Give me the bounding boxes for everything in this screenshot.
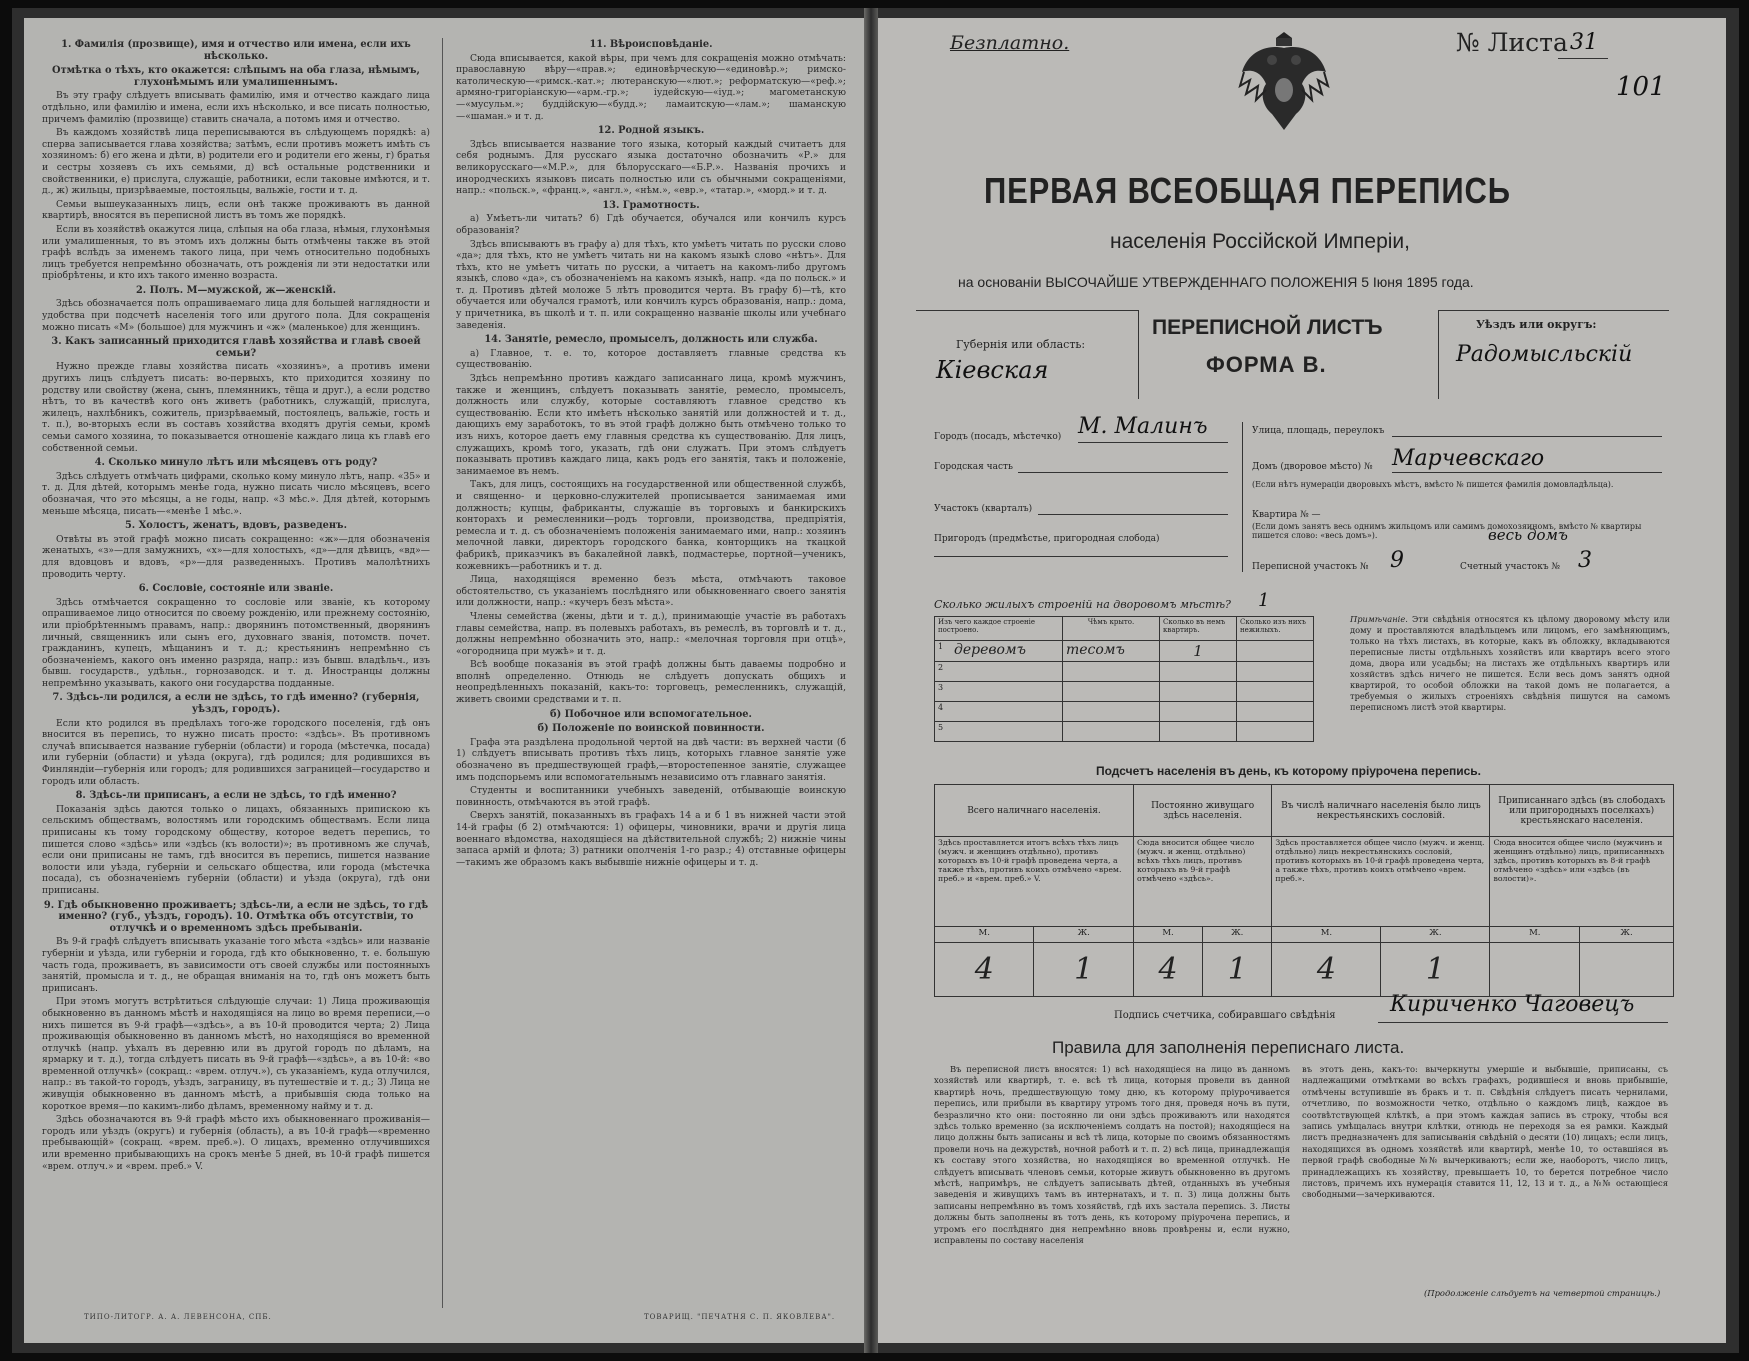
section-heading: 11. Вѣроисповѣданіе. xyxy=(589,39,713,50)
buildings-row xyxy=(935,702,1314,722)
count-description: Сюда вносится общее число (мужчинъ и женщинъ отдѣльно) лицъ, приписанныхъ здѣсь, противъ которыхъ въ 8-й графѣ отмѣчено «здѣсь» или «здѣсь (въ волости)». xyxy=(1490,837,1674,927)
instruction-paragraph: Здѣсь вписывается название того языка, который каждый считаетъ для себя роднымъ. Для русскаго языка достаточно обозначить «Р.» для великорусскаго—«М.Р.», для бѣлорусскаго—«Б.Р.». Названія прочихъ и инородческихъ языковъ писать полностью или съ обычными сокращеніями, напр.: «польск.», «франц.», «англ.», «нѣм.», «евр.», «татар.», «морд.» и т. д. xyxy=(456,138,846,197)
instruction-paragraph: Въ 9-й графѣ слѣдуетъ вписывать указаніе того мѣста «здѣсь» или названіе губерніи и уѣзда, или губерніи и города, гдѣ кто обыкновенно, т. е. большую часть года, проживаетъ, въ зависимости отъ своей службы или постоянныхъ занятій, промысла и т. д., не обращая вниманія на то, гдѣ онъ можетъ быть приписанъ. xyxy=(42,936,430,994)
male-count-value: 4 xyxy=(935,943,1034,997)
buildings-cell-apts xyxy=(1160,722,1237,742)
section-heading: 2. Полъ. М—мужской, ж—женскій. xyxy=(135,284,337,296)
buildings-header-material: Изъ чего каждое строеніе построено. xyxy=(935,617,1063,641)
buildings-question: Сколько жилыхъ строеній на дворовомъ мѣстѣ? xyxy=(934,598,1231,611)
instruction-paragraph: Здѣсь слѣдуетъ отмѣчать цифрами, сколько кому минуло лѣтъ, напр. «35» и т. д. Для дѣтей, которымъ менѣе года, нужно писать число мѣсяцевъ, всего обозначая, что это мѣсяцы, а не годы, напр. «3 мѣс.». Для дѣтей, которымъ меньше мѣсяца, писать—«менѣе 1 мѣс.». xyxy=(42,470,430,517)
apartment-label: Квартира № — xyxy=(1252,510,1321,520)
free-label: Безплатно. xyxy=(950,32,1070,54)
sheet-number-value: 31 xyxy=(1570,30,1598,55)
male-column-label: М. xyxy=(1490,927,1580,943)
instruction-paragraph: Здѣсь отмѣчается сокращенно то сословіе или званіе, къ которому опрашиваемое лицо относится по своему рожденію, или прежнему состоянію, или пріобрѣтеннымъ правамъ, напр.: дворянинъ потомственный, дворянинъ личный, священникъ или сынъ его, духовнаго званія, потомств. почет. гражданинъ, купецъ, мѣщанинъ и т. д.; крестьянинъ непремѣнно съ обозначеніемъ, какого онъ именно разряда, напр.: изъ бывш. владѣльч., изъ бывш. государств., удѣльн., горнозаводск. и т. д. Иностранцы должны непремѣнно указывать, какого они государства подданные. xyxy=(42,596,430,689)
section-heading: 4. Сколько минуло лѣтъ или мѣсяцевъ отъ роду? xyxy=(94,457,378,469)
instructions-column-2 xyxy=(456,36,846,1306)
instruction-paragraph: Здѣсь вписываютъ въ графу а) для тѣхъ, кто умѣетъ читать по русски слово «да»; для тѣхъ, кто не умѣетъ читать ни на какомъ языкѣ слово «нѣтъ». Для тѣхъ, кто не умѣетъ читать по русски, а читаетъ на какомъ-либо другомъ языкѣ, слово «да», съ обозначеніемъ на какомъ языкѣ, напр. «да по польск.» и т. д. Противъ дѣтей моложе 5 лѣтъ проводится черта. Въ графу б)—тѣ, кто обучается или обучался грамотѣ, или кончилъ курсъ образованія, напр.: дома, у причетника, въ школѣ и т. п. или сокращенно названіе школы или учебнаго заведенія. xyxy=(456,238,846,331)
house-label: Домъ (дворовое мѣсто) № xyxy=(1252,462,1373,472)
buildings-table xyxy=(934,616,1314,742)
rules-title: Правила для заполненія переписнаго листа. xyxy=(1052,1038,1405,1057)
buildings-cell-apts xyxy=(1160,702,1237,722)
printer-imprint-right: ТОВАРИЩ. "ПЕЧАТНЯ С. П. ЯКОВЛЕВА". xyxy=(644,1313,836,1321)
city-part-label: Городская часть xyxy=(934,462,1013,472)
section-heading: 14. Занятіе, ремесло, промыселъ, должность или служба. xyxy=(484,334,818,346)
buildings-value: 1 xyxy=(1258,590,1270,611)
section-heading: 7. Здѣсь-ли родился, а если не здѣсь, то гдѣ именно? (губернія, уѣздъ, городъ). xyxy=(52,692,420,716)
sheet-number-label: № Листа xyxy=(1456,28,1568,57)
buildings-row xyxy=(935,682,1314,702)
count-description: Сюда вносится общее число (мужч. и женщ. отдѣльно) всѣхъ тѣхъ лицъ, противъ которыхъ въ 9-й графѣ отмѣчено «здѣсь». xyxy=(1133,837,1271,927)
count-title: Подсчетъ населенія въ день, къ которому пріурочена перепись. xyxy=(1096,764,1481,778)
section-heading: 9. Гдѣ обыкновенно проживаетъ; здѣсь-ли, а если не здѣсь, то гдѣ именно? (губ., уѣздъ, городъ). 10. Отмѣтка объ отсутствіи, то отлучкѣ и о временномъ здѣсь пребываніи. xyxy=(43,899,429,934)
section-heading: 12. Родной языкъ. xyxy=(597,125,705,137)
buildings-cell-n: 5 xyxy=(935,722,952,742)
street-label: Улица, площадь, переулокъ xyxy=(1252,426,1385,436)
buildings-cell-roof xyxy=(1063,722,1160,742)
apartment-note: (Если домъ занятъ весь однимъ жильцомъ или самимъ домохозяиномъ, вмѣсто № квартиры пишется слово: «весь домъ»). xyxy=(1252,522,1642,540)
instruction-paragraph: Студенты и воспитанники учебныхъ заведеній, отбывающіе воинскую повинность, отмѣчаются въ этой графѣ. xyxy=(456,785,846,808)
province-label: Губернія или область: xyxy=(956,338,1086,351)
rules-column-1: Въ переписной листъ вносятся: 1) всѣ находящіеся на лицо въ данномъ хозяйствѣ или квартирѣ, т. е. всѣ тѣ лица, которыя провели въ данной квартирѣ ночь, предшествующую тому дню, къ которому пріурочивается перепись, или прибыли въ квартиру утромъ того дня, проведя ночь въ пути, безразлично кто они: постоянно ли они здѣсь проживаютъ или находятся здѣсь только временно (за исключеніемъ солдатъ на постой); находящіеся на лицо должны быть записаны и всѣ тѣ лица, которые по своимъ обязанностямъ провели ночь на дежурствѣ, ночной работѣ и т. п. 2) всѣ лица, принадлежащія къ составу этого хозяйства, но находящіяся во временной отлучкѣ. Не слѣдуетъ вписывать членовъ семьи, которые живутъ обыкновенно въ другомъ мѣстѣ, напримѣръ, не слѣдуетъ записывать дѣтей, отданныхъ въ учебныя заведенія и живущихъ тамъ въ интернатахъ, и т. п. 3) лица должны быть записаны непремѣнно въ томъ хозяйствѣ, гдѣ ихъ застала перепись. 3. Листы должны быть заполнены въ тотъ день, къ которому пріурочена перепись, и утромъ его послѣдняго дня непремѣнно вновь провѣрены и, если нужно, исправлены по составу населенія xyxy=(934,1064,1290,1246)
male-count-value xyxy=(1490,943,1580,997)
male-column-label: М. xyxy=(1272,927,1381,943)
document-subtitle: населенія Россійской Имперіи, xyxy=(1110,230,1410,253)
buildings-cell-material xyxy=(951,722,1063,742)
female-column-label: Ж. xyxy=(1580,927,1674,943)
census-area-label: Переписной участокъ № xyxy=(1252,562,1369,572)
population-count-table xyxy=(934,784,1674,997)
instruction-paragraph: Всѣ вообще показанія въ этой графѣ должны быть даваемы подробно и вполнѣ определенно. Отнюдь не слѣдуетъ допускать общихъ и неопредѣленныхъ показаній, какъ-то: торговецъ, ремесленникъ, служащій, живетъ своими средствами и т. п. xyxy=(456,659,846,706)
buildings-cell-n: 4 xyxy=(935,702,952,722)
buildings-row xyxy=(935,641,1314,662)
column-divider xyxy=(442,38,443,1308)
form-title: ФОРМА В. xyxy=(1206,352,1327,377)
buildings-cell-roof xyxy=(1063,662,1160,682)
buildings-cell-apts: 1 xyxy=(1160,641,1237,662)
section-heading: 13. Грамотность. xyxy=(602,199,700,211)
instruction-paragraph: Отвѣты въ этой графѣ можно писать сокращенно: «ж»—для обозначенія женатыхъ, «з»—для замужнихъ, «х»—для холостыхъ, «д»—для дѣвицъ, «вд»—для вдовцовъ и вдовъ, «р»—для разведенныхъ. Противъ малолѣтнихъ проводить черту. xyxy=(42,533,430,580)
instruction-paragraph: Сверхъ занятій, показанныхъ въ графахъ 14 а и б 1 въ нижней части этой 14-й графы (б 2) отмѣчаются: 1) офицеры, чиновники, врачи и другія лица военнаго вѣдомства, находящіеся на дѣйствительной службѣ; 2) нижніе чины запаса армій и флота; 3) ратники ополченія 1-го разр.; 4) отставные офицеры—такимъ же образомъ какъ выбывшіе нижніе офицеры и т. д. xyxy=(456,810,846,868)
suburb-label: Пригородъ (предмѣстье, пригородная слобода) xyxy=(934,534,1160,544)
buildings-cell-material xyxy=(951,682,1063,702)
printer-imprint-left: ТИПО-ЛИТОГР. А. А. ЛЕВЕНСОНА, СПБ. xyxy=(84,1313,272,1321)
instruction-paragraph: Если въ хозяйствѣ окажутся лица, слѣпыя на оба глаза, нѣмыя, глухонѣмыя или умалишенныя, то въ этомъ ихъ должны быть отмѣчены также въ этой графѣ вслѣдъ за именемъ такого лица, при чемъ относительно подобныхъ лицъ требуется непремѣнно обозначать, отъ рожденія ли эти недостатки или пріобрѣтены, и кто ихъ такого именно возраста. xyxy=(42,223,430,282)
instruction-paragraph: а) Умѣетъ-ли читать? б) Гдѣ обучается, обучался или кончилъ курсъ образованія? xyxy=(456,213,846,236)
instruction-paragraph: Здѣсь обозначаются въ 9-й графѣ мѣсто ихъ обыкновеннаго проживанія—городъ или уѣздъ (округъ) и губернія (область), а въ 10-й графѣ—«временно пребывающій» (сокращ. «врем. преб.»). О лицахъ, временно отлучившихся или временно прибывающихъ на срокъ менѣе 5 дней, въ 10-й графѣ пишется «врем. отлуч.» и «врем. преб.» V. xyxy=(42,1114,430,1172)
note-label: Примѣчаніе. xyxy=(1350,614,1408,624)
male-column-label: М. xyxy=(935,927,1034,943)
buildings-cell-material: деревомъ xyxy=(951,641,1063,662)
book-spread xyxy=(12,8,1739,1353)
section-heading: 8. Здѣсь-ли приписанъ, а если не здѣсь, то гдѣ именно? xyxy=(75,790,397,802)
instruction-paragraph: Въ каждомъ хозяйствѣ лица переписываются въ слѣдующемъ порядкѣ: а) сперва записывается глава хозяйства; затѣмъ, если противъ можетъ имѣть съ хозяиномъ: б) его жена и дѣти, в) родители его и родители его жены, г) братья и сестры хозяевъ съ ихъ семьями, д) всѣ остальные родственники и свойственники, е) прислуга, служащіе, работники, если таковые имѣются, и т. д., ж) жильцы, призрѣваемые, постояльцы, вальжіе, гости и т. д. xyxy=(42,127,430,197)
count-header: Постоянно живущаго здѣсь населенія. xyxy=(1133,785,1271,837)
section-heading: 5. Холостъ, женатъ, вдовъ, разведенъ. xyxy=(124,520,347,532)
instruction-paragraph: Нужно прежде главы хозяйства писать «хозяинъ», а противъ имени другихъ лицъ слѣдуетъ писать: во-первыхъ, кто приходится хозяину по родству или свойству (жена, сынъ, племянникъ, тёща и друг.), а если родство нѣтъ, то въ качествѣ кого онъ живетъ (работникъ, служащій, прислуга, жилецъ, нахлѣбникъ, сожитель, призрѣваемый, постоялецъ, вальжіе, гость и т. п.), во-вторыхъ если въ составъ хозяйства входятъ другія семьи, кромѣ семьи самого хозяина, то показывается отношеніе каждаго лица къ главѣ его собственной семьи. xyxy=(42,361,430,454)
apartment-value: весь домъ xyxy=(1488,526,1568,544)
count-header: Приписаннаго здѣсь (въ слободахъ или пригородныхъ поселкахъ) крестьянскаго населенія. xyxy=(1490,785,1674,837)
legal-basis: на основаніи ВЫСОЧАЙШЕ УТВЕРЖДЕННАГО ПОЛОЖЕНІЯ 5 Іюня 1895 года. xyxy=(958,274,1474,290)
instruction-paragraph: Здѣсь обозначается полъ опрашиваемаго лица для большей наглядности и удобства при подсчетѣ населенія того или другого пола. Для сокращенія можно писать «М» (большое) для мужчинъ и «ж» (маленькое) для женщинъ. xyxy=(42,298,430,333)
section-heading: б) Побочное или вспомогательное. xyxy=(550,708,752,720)
section-heading: Отмѣтка о тѣхъ, кто окажется: слѣпымъ на оба глаза, нѣмымъ, глухонѣмымъ или умалишеннымъ. xyxy=(52,65,420,88)
sheet-title: ПЕРЕПИСНОЙ ЛИСТЪ xyxy=(1152,316,1383,339)
note-text: Эти свѣдѣнія относятся къ цѣлому дворовому мѣсту или дому и проставляются владѣльцемъ или лицомъ, его замѣняющимъ, только на тѣхъ листахъ, въ которые, какъ въ обложку, вкладываются переписные листы отдѣльныхъ хозяйствъ или квартиръ всего этого дома, двора или усадьбы; на листахъ же отдѣльныхъ квартиръ или хозяйствъ здѣсь ничего не пишется. Если весь домъ занятъ одной квартирой, то особой обложки на такой домъ не полагается, а требуемыя о жилыхъ строеніяхъ свѣдѣнія пишутся на самомъ переписномъ листѣ этой квартиры. xyxy=(1350,614,1670,712)
section-label: Участокъ (кварталъ) xyxy=(934,504,1033,514)
book-gutter xyxy=(864,8,878,1353)
buildings-row xyxy=(935,662,1314,682)
buildings-cell-empty xyxy=(1237,722,1314,742)
instruction-paragraph: Такъ, для лицъ, состоящихъ на государственной или общественной службѣ, и священно- и церковно-служителей прописывается занимаемая ими должность; купцы, фабриканты, служащіе въ торговыхъ и банкирскихъ конторахъ и ремесленники—родъ торговли, производства, предпріятія, ремесла и т. д. съ обозначеніемъ положенія занимаемаго ими, напр.: хозяинъ мелочной лавки, директоръ городского банка, конторщикъ на ткацкой фабрикѣ, приказчикъ въ бакалейной лавкѣ, подмастерье, портной—ученикъ, кожевникъ—работникъ и т. д. xyxy=(456,479,846,572)
signature-value: Кириченко Чаговецъ xyxy=(1390,992,1635,1017)
buildings-cell-apts xyxy=(1160,662,1237,682)
count-area-value: 3 xyxy=(1578,548,1592,573)
city-value: М. Малинъ xyxy=(1078,414,1208,439)
instruction-paragraph: Лица, находящіяся временно безъ мѣста, отмѣчаютъ таковое обстоятельство, съ указаніемъ послѣдняго или обыкновеннаго своего занятія или должности, напр.: «кучеръ безъ мѣста». xyxy=(456,574,846,609)
instruction-paragraph: При этомъ могутъ встрѣтиться слѣдующіе случаи: 1) Лица проживающія обыкновенно въ данномъ мѣстѣ и находящіяся на лицо во время переписи,—о нихъ пишется въ 9-й графѣ—«здѣсь», а въ 10-й проводится черта; 2) Лица проживающія обыкновенно въ данномъ мѣстѣ, но находящіяся во временной отлучкѣ (напр. уѣхалъ въ деревню или въ другой городъ по дѣламъ, на ярмарку и т. д.), тогда слѣдуетъ писать въ 9-й графѣ—«здѣсь», а въ 10-й: «во временной отлучкѣ» (сокращ.: «врем. отлуч.»), съ указаніемъ, куда отлучился, напр.: въ такой-то городъ, уѣздъ, заграницу, въ путешествіе и т. д.; 3) Лица не живущія обыкновенно въ данномъ мѣстѣ, а прибывшія сюда только на короткое время—по какимъ-либо дѣламъ, временному найму и т. д. xyxy=(42,996,430,1112)
instruction-paragraph: Если кто родился въ предѣлахъ того-же городского поселенія, гдѣ онъ вносится въ перепись, то нужно писать просто: «здѣсь». Въ противномъ случаѣ вписывается название губерніи (области) и города (мѣстечка, посада) или губерніи (области) и уѣзда (округа), гдѣ родился; для родившихся въ Финляндіи—губернія или городъ; для родившихся заграницей—государство и городъ или область. xyxy=(42,717,430,787)
right-page xyxy=(878,18,1726,1343)
female-count-value: 1 xyxy=(1203,943,1272,997)
female-column-label: Ж. xyxy=(1203,927,1272,943)
census-area-value: 9 xyxy=(1390,548,1404,573)
city-label: Городъ (посадъ, мѣстечко) xyxy=(934,432,1062,442)
buildings-cell-empty xyxy=(1237,641,1314,662)
instruction-paragraph: Графа эта раздѣлена продольной чертой на двѣ части: въ верхней части (б 1) слѣдуетъ вписывать противъ тѣхъ лицъ, которыхъ главное занятіе уже обозначено въ предшествующей графѣ,—второстепенное занятіе, служащее имъ подспорьемъ или вспомогательнымъ независимо отъ главнаго занятія. xyxy=(456,736,846,783)
rules-column-2: въ этотъ день, какъ-то: вычеркнуты умершіе и выбывшіе, приписаны, съ надлежащими отмѣтками во всѣхъ графахъ, родившіеся и вновь прибывшіе, отмѣчены вступившіе въ бракъ и т. п. Свѣдѣнія слѣдуетъ писать чернилами, отчетливо, по возможности четко, отдѣльно о каждомъ лицѣ, каждое въ соотвѣтствующей клѣткѣ, а при этомъ каждая запись въ строку, чтобы вся запись умѣщалась внутри клѣтки, отнюдь не переходя за ея рамки. Каждый листъ предназначенъ для записыванія свѣдѣній о десяти (10) лицахъ; если лицъ, находящихся въ одномъ хозяйствѣ или квартирѣ, менѣе 10, то оставшіяся въ первой графѣ свободные №№ вычеркиваютъ; если же, наоборотъ, число лицъ, принадлежащихъ къ хозяйству, превышаетъ 10, то берется потребное число листовъ, причемъ ихъ нумерація ставится 11, 12, 13 и т. д., а №№ остающіеся свободными—зачеркиваются. xyxy=(1302,1064,1668,1200)
female-column-label: Ж. xyxy=(1034,927,1133,943)
buildings-cell-material xyxy=(951,702,1063,722)
buildings-cell-n: 2 xyxy=(935,662,952,682)
instruction-paragraph: Въ эту графу слѣдуетъ вписывать фамилію, имя и отчество каждаго лица отдѣльно, или фамилію и имена, если ихъ нѣсколько, и все писать полностью, причемъ фамилію (прозвище) ставить сначала, а потомъ имя и отчество. xyxy=(42,90,430,125)
female-column-label: Ж. xyxy=(1381,927,1490,943)
instruction-paragraph: Члены семейства (жены, дѣти и т. д.), принимающіе участіе въ работахъ главы семейства, напр. въ полевыхъ работахъ, въ ремеслѣ, въ торговлѣ и т. д., должны непремѣнно обозначить это, напр.: «мелочная торговля при отцѣ», «огородница при мужѣ» и т. д. xyxy=(456,610,846,657)
house-value: Марчевскаго xyxy=(1392,446,1545,471)
buildings-cell-empty xyxy=(1237,682,1314,702)
buildings-cell-n: 1 xyxy=(935,641,952,662)
count-description: Здѣсь проставляется итогъ всѣхъ тѣхъ лицъ (мужч. и женщинъ отдѣльно), противъ которыхъ въ 10-й графѣ проведена черта, а также тѣхъ, противъ коихъ отмѣчено «врем. преб.» и «врем. преб.» V. xyxy=(935,837,1134,927)
buildings-row xyxy=(935,722,1314,742)
buildings-cell-roof: тесомъ xyxy=(1063,641,1160,662)
instruction-paragraph: а) Главное, т. е. то, которое доставляетъ главные средства къ существованію. xyxy=(456,347,846,371)
instruction-paragraph: Сюда вписывается, какой вѣры, при чемъ для сокращенія можно отмѣчать: православную вѣру—«прав.»; единовѣрческую—«единовѣр.»; римско-католическую—«римск.-кат.»; лютеранскую—«лют.»; реформатскую—«реф.»; армяно-григоріанскую—«арм.-гр.»; іудейскую—«іуд.»; магометанскую—«мусульм.»; буддійскую—«будд.»; ламаитскую—«лам.»; шаманскую—«шаман.» и т. д. xyxy=(456,52,846,122)
document-title: ПЕРВАЯ ВСЕОБЩАЯ ПЕРЕПИСЬ xyxy=(984,170,1511,211)
section-heading: 3. Какъ записанный приходится главѣ хозяйства и главѣ своей семьи? xyxy=(51,336,421,359)
buildings-cell-roof xyxy=(1063,702,1160,722)
buildings-cell-apts xyxy=(1160,682,1237,702)
buildings-cell-material xyxy=(951,662,1063,682)
signature-label: Подпись счетчика, собиравшаго свѣдѣнія xyxy=(1114,1010,1336,1021)
buildings-header-empty: Сколько изъ нихъ нежилыхъ. xyxy=(1237,617,1314,641)
count-header: Всего наличнаго населенія. xyxy=(935,785,1134,837)
count-header: Въ числѣ наличнаго населенія было лицъ некрестьянскихъ сословій. xyxy=(1272,785,1490,837)
buildings-cell-empty xyxy=(1237,702,1314,722)
female-count-value xyxy=(1580,943,1674,997)
section-heading: б) Положеніе по воинской повинности. xyxy=(537,723,765,735)
buildings-header-roof: Чѣмъ крыто. xyxy=(1063,617,1160,641)
region-header xyxy=(916,302,1668,402)
section-heading: 6. Сословіе, состояніе или званіе. xyxy=(138,583,334,595)
male-count-value: 4 xyxy=(1133,943,1202,997)
male-count-value: 4 xyxy=(1272,943,1381,997)
buildings-cell-roof xyxy=(1063,682,1160,702)
female-count-value: 1 xyxy=(1381,943,1490,997)
buildings-note xyxy=(1350,614,1670,713)
instruction-paragraph: Показанія здѣсь даются только о лицахъ, обязанныхъ припискою къ сельскимъ обществамъ, волостямъ или городскимъ обществамъ. Если лица приписаны къ тому городскому обществу, которое ведетъ перепись, то пишется слово «здѣсь» или «здѣсь (къ волости)»; въ противномъ же случаѣ, если они приписаны не тамъ, гдѣ вносится въ перепись, пишется название волости или уѣзда, губерніи и сельскаго общества, или города (мѣстечка посада), съ обозначеніемъ губерніи (области) и уѣзда (округа), гдѣ они приписаны. xyxy=(42,803,430,896)
imperial-eagle-emblem xyxy=(1236,26,1332,138)
male-column-label: М. xyxy=(1133,927,1202,943)
buildings-header-apartments: Сколько въ немъ квартиръ. xyxy=(1160,617,1237,641)
house-note: (Если нѣтъ нумераціи дворовыхъ мѣстъ, вмѣсто № пишется фамилія домовладѣльца). xyxy=(1252,480,1614,489)
district-label: Уѣздъ или округъ: xyxy=(1476,318,1597,331)
instruction-paragraph: Здѣсь непремѣнно противъ каждаго записаннаго лица, кромѣ мужчинъ, также и женщинъ, слѣдуетъ показывать занятіе, ремесло, промыселъ, должность или службу, которые составляютъ главное средство къ существованію. Если кто имѣетъ нѣсколько занятій или должностей и т. д., дающихъ ему заработокъ, то въ этой графѣ должно быть отмѣчено только то изъ нихъ, которое даетъ ему главныя средства къ существованію. Для лицъ, служащихъ, кромѣ того, указать, гдѣ они служатъ. При этомъ слѣдуетъ показывать противъ каждаго лица, какъ родъ его занятія, такъ и положеніе, занимаемое въ немъ. xyxy=(456,373,846,477)
buildings-cell-empty xyxy=(1237,662,1314,682)
female-count-value: 1 xyxy=(1034,943,1133,997)
archive-page-number: 101 xyxy=(1616,72,1666,102)
instructions-column-1 xyxy=(42,36,430,1306)
count-area-label: Счетный участокъ № xyxy=(1460,562,1560,572)
left-page xyxy=(24,18,864,1343)
section-heading: 1. Фамилія (прозвище), имя и отчество или имена, если ихъ нѣсколько. xyxy=(61,39,411,62)
buildings-cell-n: 3 xyxy=(935,682,952,702)
province-value: Кіевская xyxy=(936,356,1049,384)
continued-note: (Продолженіе слѣдуетъ на четвертой страницѣ.) xyxy=(1424,1288,1661,1298)
district-value: Радомысльскій xyxy=(1456,342,1633,367)
count-description: Здѣсь проставляется общее число (мужч. и женщ. отдѣльно) лицъ некрестьянскихъ сословій, противъ которыхъ въ 10-й графѣ проведена черта, а также тѣхъ, противъ коихъ отмѣчено «врем. преб.». xyxy=(1272,837,1490,927)
instruction-paragraph: Семьи вышеуказанныхъ лицъ, если онѣ также проживаютъ въ данной квартирѣ, вносятся въ переписной листъ въ томъ же порядкѣ. xyxy=(42,198,430,222)
